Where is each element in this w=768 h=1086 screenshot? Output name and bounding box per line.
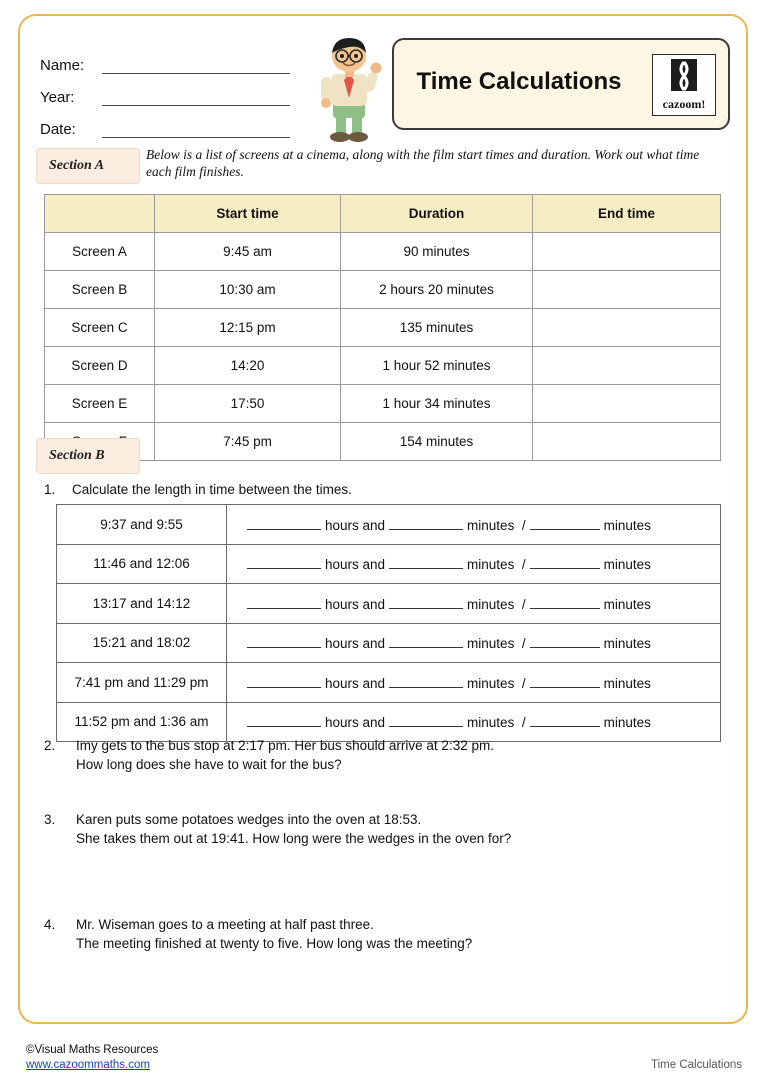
cazoom-logo [652,54,716,116]
label-minutes: minutes [467,557,515,573]
cell-time-pair: 11:52 pm and 1:36 am [57,702,227,742]
cell-start-time: 14:20 [155,347,341,385]
question-2-number: 2. [44,738,56,753]
question-3-line-2: She takes them out at 19:41. How long were the wedges in the oven for? [76,831,512,846]
label-hours-and: hours and [325,675,386,691]
question-2 [44,736,704,774]
col-header-screen [45,195,155,233]
cell-time-pair: 11:46 and 12:06 [57,544,227,584]
cell-end-time-answer[interactable] [533,385,721,423]
answer-blank-total-minutes[interactable] [530,595,600,609]
label-minutes: minutes [467,517,515,533]
col-header-start-time: Start time [155,195,341,233]
label-hours-and: hours and [325,715,386,731]
label-hours-and: hours and [325,596,386,612]
table-row [45,233,721,271]
cell-end-time-answer[interactable] [533,309,721,347]
page-title: Time Calculations [416,68,622,95]
cell-screen: Screen B [45,271,155,309]
name-label: Name: [40,57,85,74]
label-minutes-2: minutes [603,715,651,731]
cell-duration: 1 hour 52 minutes [341,347,533,385]
website-link[interactable]: www.cazoommaths.com [26,1059,150,1071]
cell-time-pair: 7:41 pm and 11:29 pm [57,663,227,703]
field-row-name [40,42,290,74]
cell-end-time-answer[interactable] [533,347,721,385]
logo-mark-icon [653,57,715,102]
table-row [57,584,721,624]
table-row [45,347,721,385]
label-slash: / [521,675,526,691]
cell-duration: 135 minutes [341,309,533,347]
answer-blank-total-minutes[interactable] [530,713,600,727]
cell-duration: 90 minutes [341,233,533,271]
label-minutes-2: minutes [603,636,651,652]
question-4-line-2: The meeting finished at twenty to five. How long was the meeting? [76,936,473,951]
student-fields [40,42,290,138]
cell-start-time: 10:30 am [155,271,341,309]
label-minutes-2: minutes [603,557,651,573]
label-slash: / [521,596,526,612]
answer-blank-hours[interactable] [247,595,321,609]
cell-screen: Screen E [45,385,155,423]
answer-blank-minutes[interactable] [389,555,463,569]
student-mascot-icon [308,36,392,148]
table-row [45,309,721,347]
label-slash: / [521,517,526,533]
label-minutes-2: minutes [603,517,651,533]
label-minutes-2: minutes [603,675,651,691]
cell-screen: Screen C [45,309,155,347]
cell-answer-blanks[interactable] [227,623,721,663]
cell-end-time-answer[interactable] [533,271,721,309]
cell-answer-blanks[interactable] [227,505,721,545]
answer-blank-total-minutes[interactable] [530,555,600,569]
answer-blank-hours[interactable] [247,555,321,569]
question-3-line-1: Karen puts some potatoes wedges into the oven at 18:53. [76,812,422,827]
question-4-number: 4. [44,917,56,932]
question-2-line-1: Imy gets to the bus stop at 2:17 pm. Her bus should arrive at 2:32 pm. [76,738,494,753]
copyright-text: ©Visual Maths Resources [26,1044,159,1056]
label-minutes: minutes [467,675,515,691]
cell-duration: 154 minutes [341,423,533,461]
col-header-end-time: End time [533,195,721,233]
answer-blank-hours[interactable] [247,674,321,688]
label-hours-and: hours and [325,636,386,652]
question-1-number: 1. [44,482,56,497]
answer-blank-minutes[interactable] [389,516,463,530]
table-header-row [45,195,721,233]
cell-time-pair: 15:21 and 18:02 [57,623,227,663]
answer-blank-minutes[interactable] [389,674,463,688]
cell-answer-blanks[interactable] [227,663,721,703]
table-row [57,505,721,545]
cell-end-time-answer[interactable] [533,423,721,461]
label-minutes: minutes [467,715,515,731]
label-hours-and: hours and [325,557,386,573]
worksheet-header [40,36,730,146]
field-row-year [40,74,290,106]
year-label: Year: [40,89,75,106]
cell-screen: Screen D [45,347,155,385]
section-a-description: Below is a list of screens at a cinema, along with the film start times and duration. Work out what time each film finishes. [146,147,700,179]
cell-answer-blanks[interactable] [227,584,721,624]
cinema-screens-table [44,194,721,461]
label-minutes-2: minutes [603,596,651,612]
answer-blank-hours[interactable] [247,713,321,727]
label-slash: / [521,715,526,731]
time-differences-table [56,504,721,742]
footer-doc-name: Time Calculations [651,1059,742,1071]
label-slash: / [521,557,526,573]
cell-screen: Screen A [45,233,155,271]
answer-blank-hours[interactable] [247,516,321,530]
cell-answer-blanks[interactable] [227,544,721,584]
answer-blank-total-minutes[interactable] [530,674,600,688]
label-minutes: minutes [467,636,515,652]
worksheet-title-box [392,38,730,130]
answer-blank-minutes[interactable] [389,634,463,648]
cell-start-time: 7:45 pm [155,423,341,461]
table-row [57,544,721,584]
question-4 [44,915,704,953]
table-row [45,423,721,461]
question-3 [44,810,704,848]
date-label: Date: [40,121,76,138]
cell-time-pair: 13:17 and 14:12 [57,584,227,624]
date-input-line[interactable] [102,119,290,138]
table-row [57,663,721,703]
section-b-tag: Section B [36,438,140,474]
answer-blank-total-minutes[interactable] [530,516,600,530]
label-hours-and: hours and [325,517,386,533]
answer-blank-total-minutes[interactable] [530,634,600,648]
field-row-date [40,106,290,138]
question-4-line-1: Mr. Wiseman goes to a meeting at half past three. [76,917,374,932]
name-input-line[interactable] [102,55,290,74]
year-input-line[interactable] [102,87,290,106]
label-slash: / [521,636,526,652]
question-2-line-2: How long does she have to wait for the bus? [76,757,342,772]
answer-blank-minutes[interactable] [389,595,463,609]
logo-wordmark: cazoom! [662,97,706,111]
table-row [45,271,721,309]
question-3-number: 3. [44,812,56,827]
cell-start-time: 17:50 [155,385,341,423]
cell-time-pair: 9:37 and 9:55 [57,505,227,545]
question-1-text: Calculate the length in time between the times. [72,482,352,497]
answer-blank-hours[interactable] [247,634,321,648]
section-a-tag: Section A [36,148,140,184]
cell-start-time: 9:45 am [155,233,341,271]
table-row [57,623,721,663]
cell-start-time: 12:15 pm [155,309,341,347]
cell-duration: 2 hours 20 minutes [341,271,533,309]
footer-left [26,1043,158,1073]
answer-blank-minutes[interactable] [389,713,463,727]
cell-duration: 1 hour 34 minutes [341,385,533,423]
cell-end-time-answer[interactable] [533,233,721,271]
col-header-duration: Duration [341,195,533,233]
table-row [45,385,721,423]
label-minutes: minutes [467,596,515,612]
